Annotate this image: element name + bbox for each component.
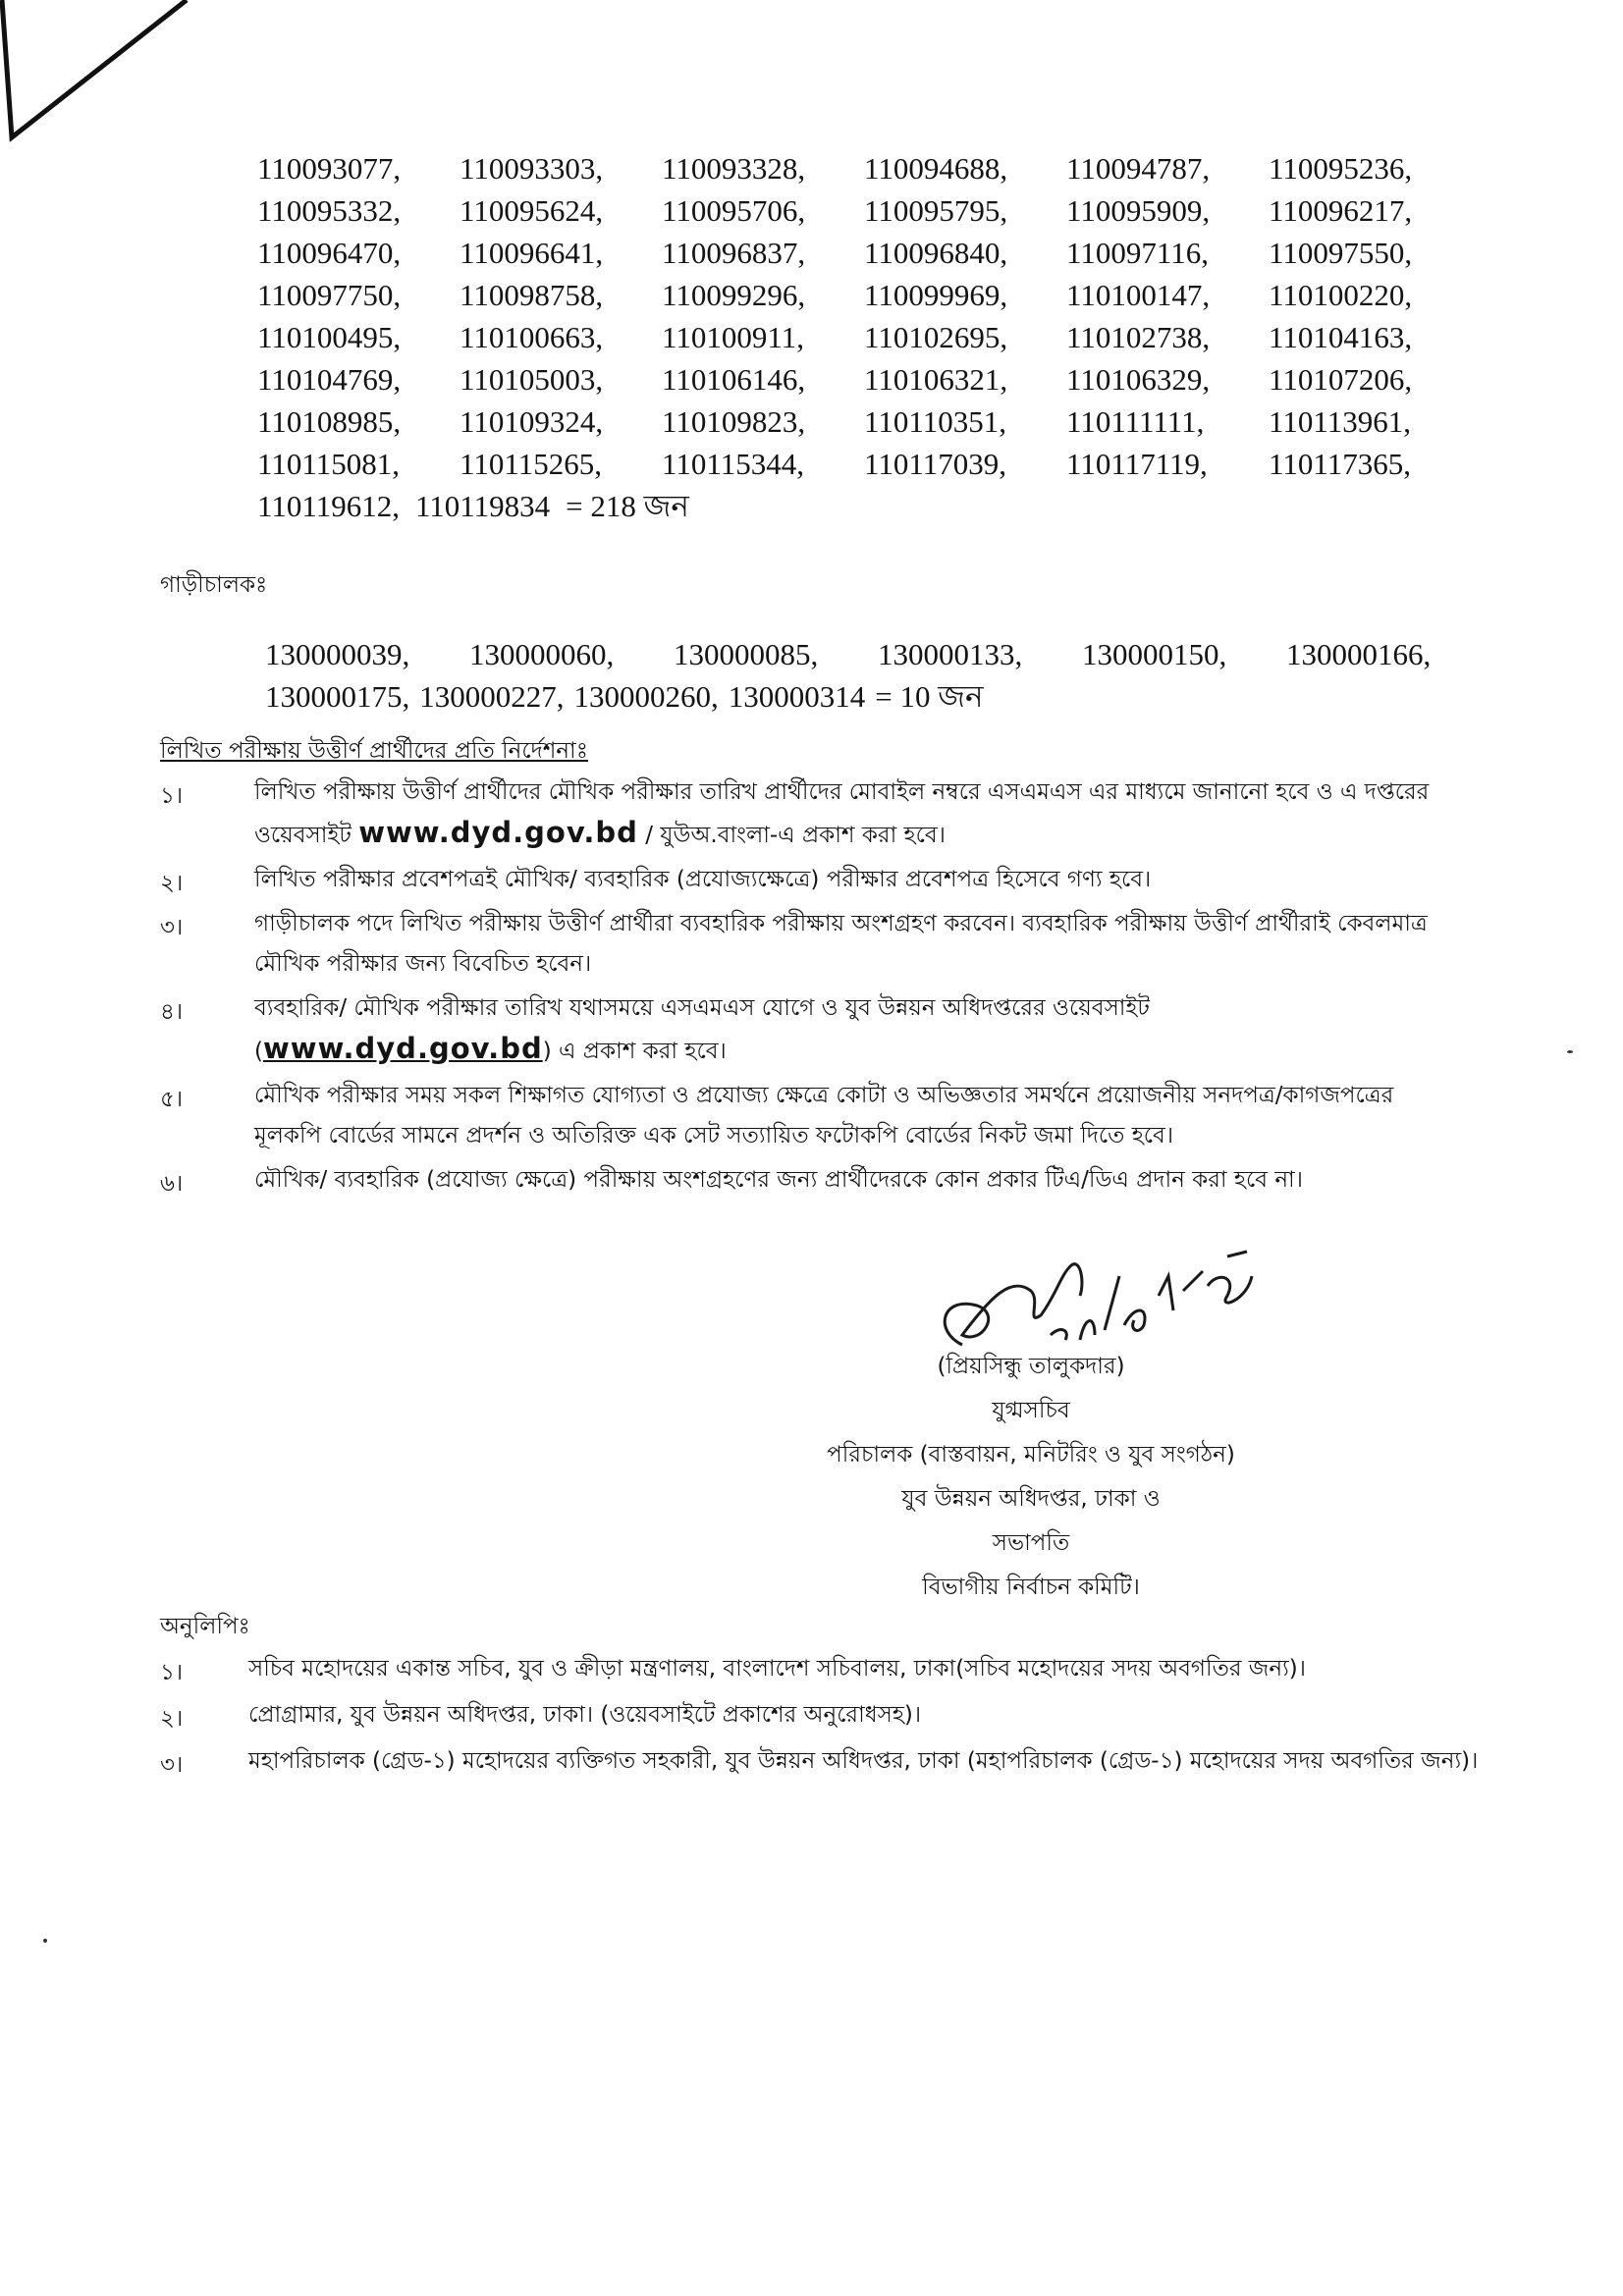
- roll-number: 110119612,: [257, 489, 400, 523]
- item-text: লিখিত পরীক্ষায় উত্তীর্ণ প্রার্থীদের মৌখিক পরীক্ষার তারিখ প্রার্থীদের মোবাইল নম্বরে এসএমএস এর মাধ্যমে জানানো হবে ও এ দপ্তরের ওয়েবসাইট: [254, 779, 1430, 848]
- roll-row: [257, 316, 1485, 358]
- roll-number: 110106321,: [864, 362, 1008, 397]
- item-text: গাড়ীচালক পদে লিখিত পরীক্ষায় উত্তীর্ণ প্রার্থীরা ব্যবহারিক পরীক্ষায় অংশগ্রহণ করবেন। ব্যবহারিক পরীক্ষায় উত্তীর্ণ প্রার্থীরাই কেবলমাত্র মৌখিক পরীক্ষার জন্য বিবেচিত হবেন।: [254, 911, 1428, 977]
- instruction-item: [160, 904, 1436, 985]
- copies-heading: অনুলিপিঃ: [160, 1614, 250, 1639]
- item-text: / যুউঅ.বাংলা-এ প্রকাশ করা হবে।: [645, 823, 946, 848]
- item-number: ১।: [160, 783, 184, 809]
- item-text: মহাপরিচালক (গ্রেড-১) মহোদয়ের ব্যক্তিগত সহকারী, যুব উন্নয়ন অধিদপ্তর, ঢাকা (মহাপরিচালক (গ্রেড-১) মহোদয়ের সদয় অবগতির জন্য)।: [248, 1748, 1479, 1774]
- roll-number-list: [257, 147, 1485, 527]
- roll-row-last: [265, 675, 1492, 718]
- roll-number: 110095332,: [257, 193, 402, 228]
- roll-number: 110104163,: [1269, 320, 1413, 354]
- roll-number: 110096840,: [864, 236, 1008, 270]
- instruction-item: [160, 1076, 1436, 1156]
- roll-number: 110110351,: [864, 404, 1006, 439]
- roll-number: 110099296,: [662, 278, 806, 312]
- roll-row: [257, 274, 1485, 316]
- roll-number: 130000039,: [265, 637, 410, 671]
- item-number: ২।: [160, 871, 184, 896]
- signatory-committee: বিভাগীয় নির্বাচন কমিটি।: [922, 1575, 1140, 1600]
- roll-number: 110093077,: [257, 151, 402, 186]
- item-number: ৫।: [160, 1087, 184, 1112]
- roll-number: 110098758,: [460, 278, 604, 312]
- roll-number: 110119834: [414, 489, 551, 523]
- roll-number: 110117365,: [1269, 447, 1411, 481]
- roll-number: 110097116,: [1066, 236, 1209, 270]
- item-number: ১।: [160, 1660, 184, 1685]
- roll-number: 110102695,: [864, 320, 1008, 354]
- roll-number: 110096641,: [460, 236, 604, 270]
- item-number: ২।: [160, 1706, 184, 1732]
- roll-number: 110100220,: [1269, 278, 1413, 312]
- roll-row: [257, 400, 1485, 443]
- signatory-role: সভাপতি: [992, 1530, 1070, 1556]
- item-number: ৪।: [160, 999, 184, 1025]
- instructions-list: [160, 773, 1436, 1204]
- roll-number: 110115344,: [662, 447, 804, 481]
- driver-roll-list: [265, 633, 1492, 718]
- roll-row-last: [257, 485, 1485, 527]
- item-number: ৬।: [160, 1171, 184, 1197]
- roll-number: 110108985,: [257, 404, 402, 439]
- item-text: ব্যবহারিক/ মৌখিক পরীক্ষার তারিখ যথাসময়ে এসএমএস যোগে ও যুব উন্নয়ন অধিদপ্তরের ওয়েবসাইট (: [254, 995, 1150, 1064]
- roll-number: 110111111,: [1066, 404, 1205, 439]
- roll-row: [257, 147, 1485, 189]
- item-text: মৌখিক পরীক্ষার সময় সকল শিক্ষাগত যোগ্যতা ও প্রযোজ্য ক্ষেত্রে কোটা ও অভিজ্ঞতার সমর্থনে প্রয়োজনীয় সনদপত্র/কাগজপত্রের মূলকপি বোর্ডের সামনে প্রদর্শন ও অতিরিক্ত এক সেট সত্যায়িত ফটোকপি বোর্ডের নিকট জমা দিতে হবে।: [254, 1083, 1394, 1148]
- roll-number: 110100911,: [662, 320, 804, 354]
- roll-number: 110093328,: [662, 151, 806, 186]
- driver-total: = 10 জন: [875, 679, 984, 714]
- roll-number: 130000166,: [1286, 637, 1432, 671]
- roll-number: 110104769,: [257, 362, 402, 397]
- copy-item: [160, 1649, 1525, 1689]
- roll-number: 110096837,: [662, 236, 806, 270]
- roll-number: 110099969,: [864, 278, 1008, 312]
- roll-number: 110096217,: [1269, 193, 1413, 228]
- signatory-name: (প্রিয়সিন্ধু তালুকদার): [937, 1354, 1125, 1379]
- roll-number: 110095909,: [1066, 193, 1211, 228]
- roll-number: 130000085,: [674, 637, 819, 671]
- roll-number: 110115265,: [460, 447, 602, 481]
- roll-number: 110117039,: [864, 447, 1006, 481]
- roll-number: 110095624,: [460, 193, 604, 228]
- copy-item: [160, 1741, 1525, 1782]
- roll-row: [257, 358, 1485, 400]
- roll-number: 110100495,: [257, 320, 402, 354]
- corner-pen-mark: [0, 0, 196, 167]
- roll-number: 110113961,: [1269, 404, 1411, 439]
- instruction-item: [160, 1160, 1436, 1201]
- roll-row: [257, 189, 1485, 232]
- roll-number: 110102738,: [1066, 320, 1211, 354]
- roll-number: 110097750,: [257, 278, 402, 312]
- roll-number: 110096470,: [257, 236, 402, 270]
- roll-number: 130000260,: [573, 679, 719, 714]
- roll-number: 110117119,: [1066, 447, 1208, 481]
- roll-number: 110105003,: [460, 362, 604, 397]
- signatory-title: যুগ্মসচিব: [992, 1398, 1070, 1423]
- roll-number: 110093303,: [460, 151, 604, 186]
- signatory-block: [687, 1345, 1375, 1610]
- copy-item: [160, 1695, 1525, 1735]
- roll-number: 110109324,: [460, 404, 604, 439]
- signatory-role: পরিচালক (বাস্তবায়ন, মনিটরিং ও যুব সংগঠন): [827, 1442, 1235, 1468]
- roll-row: [257, 232, 1485, 274]
- roll-number: 130000060,: [469, 637, 615, 671]
- roll-number: 110095706,: [662, 193, 806, 228]
- copies-list: [160, 1649, 1525, 1788]
- roll-number: 110115081,: [257, 447, 400, 481]
- item-text: মৌখিক/ ব্যবহারিক (প্রযোজ্য ক্ষেত্রে) পরীক্ষায় অংশগ্রহণের জন্য প্রার্থীদেরকে কোন প্রকার টিএ/ডিএ প্রদান করা হবে না।: [254, 1167, 1303, 1193]
- roll-number: 110094787,: [1066, 151, 1211, 186]
- scan-speck: [43, 1939, 47, 1943]
- roll-number: 130000314: [728, 679, 866, 714]
- instruction-item: [160, 773, 1436, 856]
- roll-number: 110106329,: [1066, 362, 1211, 397]
- instruction-item: [160, 988, 1436, 1072]
- item-text: লিখিত পরীক্ষার প্রবেশপত্রই মৌখিক/ ব্যবহারিক (প্রযোজ্যক্ষেত্রে) পরীক্ষার প্রবেশপত্র হিসেবে গণ্য হবে।: [254, 867, 1152, 892]
- website-link[interactable]: www.dyd.gov.bd: [358, 816, 638, 849]
- roll-number: 110095795,: [864, 193, 1008, 228]
- driver-heading: গাড়ীচালকঃ: [160, 572, 268, 598]
- handwritten-signature: [923, 1237, 1276, 1360]
- roll-row: [265, 633, 1492, 675]
- roll-number: 110109823,: [662, 404, 806, 439]
- roll-number: 130000175,: [265, 679, 410, 714]
- roll-number: 110095236,: [1269, 151, 1413, 186]
- item-number: ৩।: [160, 915, 184, 940]
- website-link[interactable]: www.dyd.gov.bd: [262, 1032, 543, 1065]
- roll-number: 110094688,: [864, 151, 1008, 186]
- instructions-heading: লিখিত পরীক্ষায় উত্তীর্ণ প্রার্থীদের প্রতি নির্দেশনাঃ: [160, 738, 588, 764]
- item-text: প্রোগ্রামার, যুব উন্নয়ন অধিদপ্তর, ঢাকা। (ওয়েবসাইটে প্রকাশের অনুরোধসহ)।: [248, 1702, 922, 1728]
- roll-number: 110100147,: [1066, 278, 1211, 312]
- signatory-office: যুব উন্নয়ন অধিদপ্তর, ঢাকা ও: [901, 1486, 1161, 1512]
- roll-number: 110107206,: [1269, 362, 1413, 397]
- roll-number: 130000150,: [1082, 637, 1227, 671]
- roll-number: 110106146,: [662, 362, 806, 397]
- roll-number: 110100663,: [460, 320, 604, 354]
- item-text: সচিব মহোদয়ের একান্ত সচিব, যুব ও ক্রীড়া মন্ত্রণালয়, বাংলাদেশ সচিবালয়, ঢাকা(সচিব মহোদয়ের সদয় অবগতির জন্য)।: [248, 1656, 1306, 1682]
- instruction-item: [160, 860, 1436, 900]
- item-number: ৩।: [160, 1752, 184, 1778]
- roll-number: 130000227,: [419, 679, 565, 714]
- roll-row: [257, 443, 1485, 485]
- item-text: ) এ প্রকাশ করা হবে।: [542, 1039, 727, 1064]
- scan-speck: [1567, 1050, 1573, 1053]
- roll-number: 110097550,: [1269, 236, 1413, 270]
- roll-total: = 218 জন: [566, 489, 689, 523]
- roll-number: 130000133,: [878, 637, 1023, 671]
